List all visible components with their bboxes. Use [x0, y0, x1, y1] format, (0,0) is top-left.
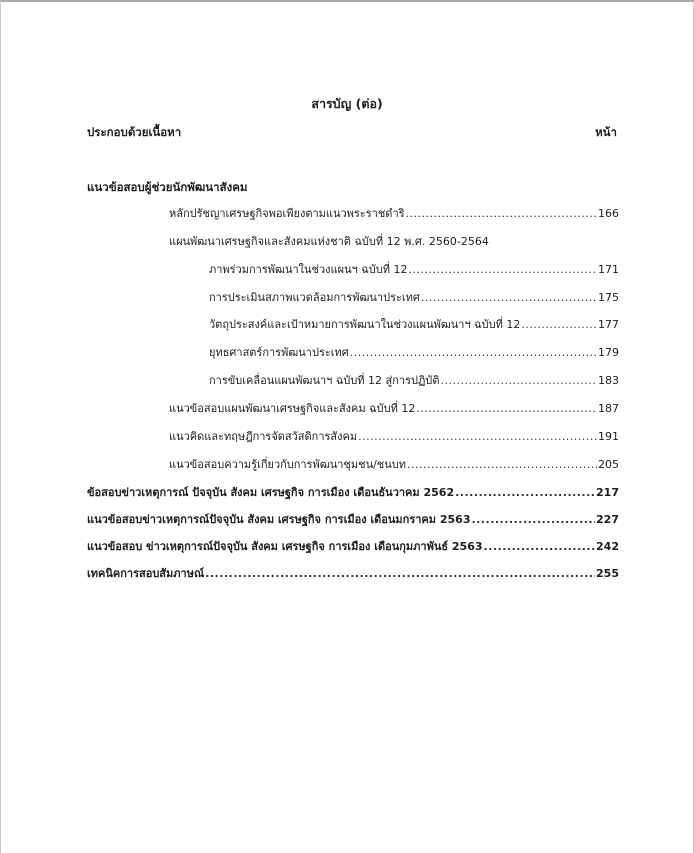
section-heading: แนวข้อสอบผู้ช่วยนักพัฒนาสังคม — [87, 180, 248, 194]
toc-entry[interactable] — [169, 232, 619, 248]
dot-leader — [406, 207, 597, 220]
contents-column-header: ประกอบด้วยเนื้อหา — [87, 125, 182, 139]
dot-leader — [350, 346, 597, 359]
dot-leader — [521, 318, 597, 331]
toc-entry[interactable] — [87, 537, 619, 553]
dot-leader — [416, 402, 597, 415]
toc-entry[interactable] — [209, 288, 619, 304]
toc-entry-title: แนวคิดและทฤษฎีการจัดสวัสดิการสังคม — [169, 430, 358, 443]
dot-leader — [358, 430, 597, 443]
toc-entry-page: 227 — [596, 513, 619, 526]
toc-entry-page: 177 — [598, 318, 619, 331]
toc-entry-page: 191 — [598, 430, 619, 443]
dot-leader — [441, 374, 598, 387]
toc-entry[interactable] — [169, 204, 619, 220]
toc-entry-page: 255 — [596, 567, 619, 580]
toc-entry-title: แนวข้อสอบแผนพัฒนาเศรษฐกิจและสังคม ฉบับที่ 12 — [169, 402, 416, 415]
toc-entry-title: ภาพร่วมการพัฒนาในช่วงแผนฯ ฉบับที่ 12 — [209, 263, 408, 276]
toc-entry[interactable] — [169, 427, 619, 443]
dot-leader — [205, 567, 595, 580]
toc-entry-page: 183 — [598, 374, 619, 387]
dot-leader — [455, 486, 595, 499]
toc-entry[interactable] — [209, 260, 619, 276]
toc-entry-title: หลักปรัชญาเศรษฐกิจพอเพียงตามแนวพระราชดำริ — [169, 207, 405, 220]
toc-entry-title: แผนพัฒนาเศรษฐกิจและสังคมแห่งชาติ ฉบับที่ 12 พ.ศ. 2560-2564 — [169, 235, 489, 248]
toc-entry[interactable] — [169, 399, 619, 415]
toc-entry[interactable] — [87, 483, 619, 499]
toc-entry-page: 187 — [598, 402, 619, 415]
dot-leader — [471, 513, 595, 526]
dot-leader — [407, 458, 597, 471]
toc-entry-title: ข้อสอบข่าวเหตุการณ์ ปัจจุบัน สังคม เศรษฐกิจ การเมือง เดือนธันวาคม 2562 — [87, 486, 455, 499]
toc-entry-title: การขับเคลื่อนแผนพัฒนาฯ ฉบับที่ 12 สู่การปฏิบัติ — [209, 374, 440, 387]
toc-entry-page: 166 — [598, 207, 619, 220]
toc-entry-page: 205 — [598, 458, 619, 471]
toc-entry-title: การประเมินสภาพแวดล้อมการพัฒนาประเทศ — [209, 291, 420, 304]
toc-entry[interactable] — [209, 315, 619, 331]
toc-entry-title: วัตถุประสงค์และเป้าหมายการพัฒนาในช่วงแผนพัฒนาฯ ฉบับที่ 12 — [209, 318, 521, 331]
toc-entry-page: 171 — [598, 263, 619, 276]
toc-entry[interactable] — [169, 455, 619, 471]
dot-leader — [408, 263, 597, 276]
toc-entry-page: 242 — [596, 540, 619, 553]
toc-entry-title: แนวข้อสอบ ข่าวเหตุการณ์ปัจจุบัน สังคม เศรษฐกิจ การเมือง เดือนกุมภาพันธ์ 2563 — [87, 540, 483, 553]
toc-entry[interactable] — [209, 371, 619, 387]
page-column-header: หน้า — [595, 125, 617, 139]
toc-entry-page: 175 — [598, 291, 619, 304]
toc-entry-title: ยุทธศาสตร์การพัฒนาประเทศ — [209, 346, 349, 359]
toc-entry[interactable] — [209, 343, 619, 359]
toc-entry[interactable] — [87, 564, 619, 580]
dot-leader — [421, 291, 597, 304]
toc-entry-title: แนวข้อสอบข่าวเหตุการณ์ปัจจุบัน สังคม เศรษฐกิจ การเมือง เดือนมกราคม 2563 — [87, 513, 471, 526]
toc-entry-page: 217 — [596, 486, 619, 499]
toc-entry-page: 179 — [598, 346, 619, 359]
page-title: สารบัญ (ต่อ) — [311, 96, 383, 111]
toc-entry-title: เทคนิคการสอบสัมภาษณ์ — [87, 567, 205, 580]
toc-entry-title: แนวข้อสอบความรู้เกี่ยวกับการพัฒนาชุมชน/ชนบท — [169, 458, 407, 471]
toc-entry[interactable] — [87, 510, 619, 526]
dot-leader — [484, 540, 596, 553]
